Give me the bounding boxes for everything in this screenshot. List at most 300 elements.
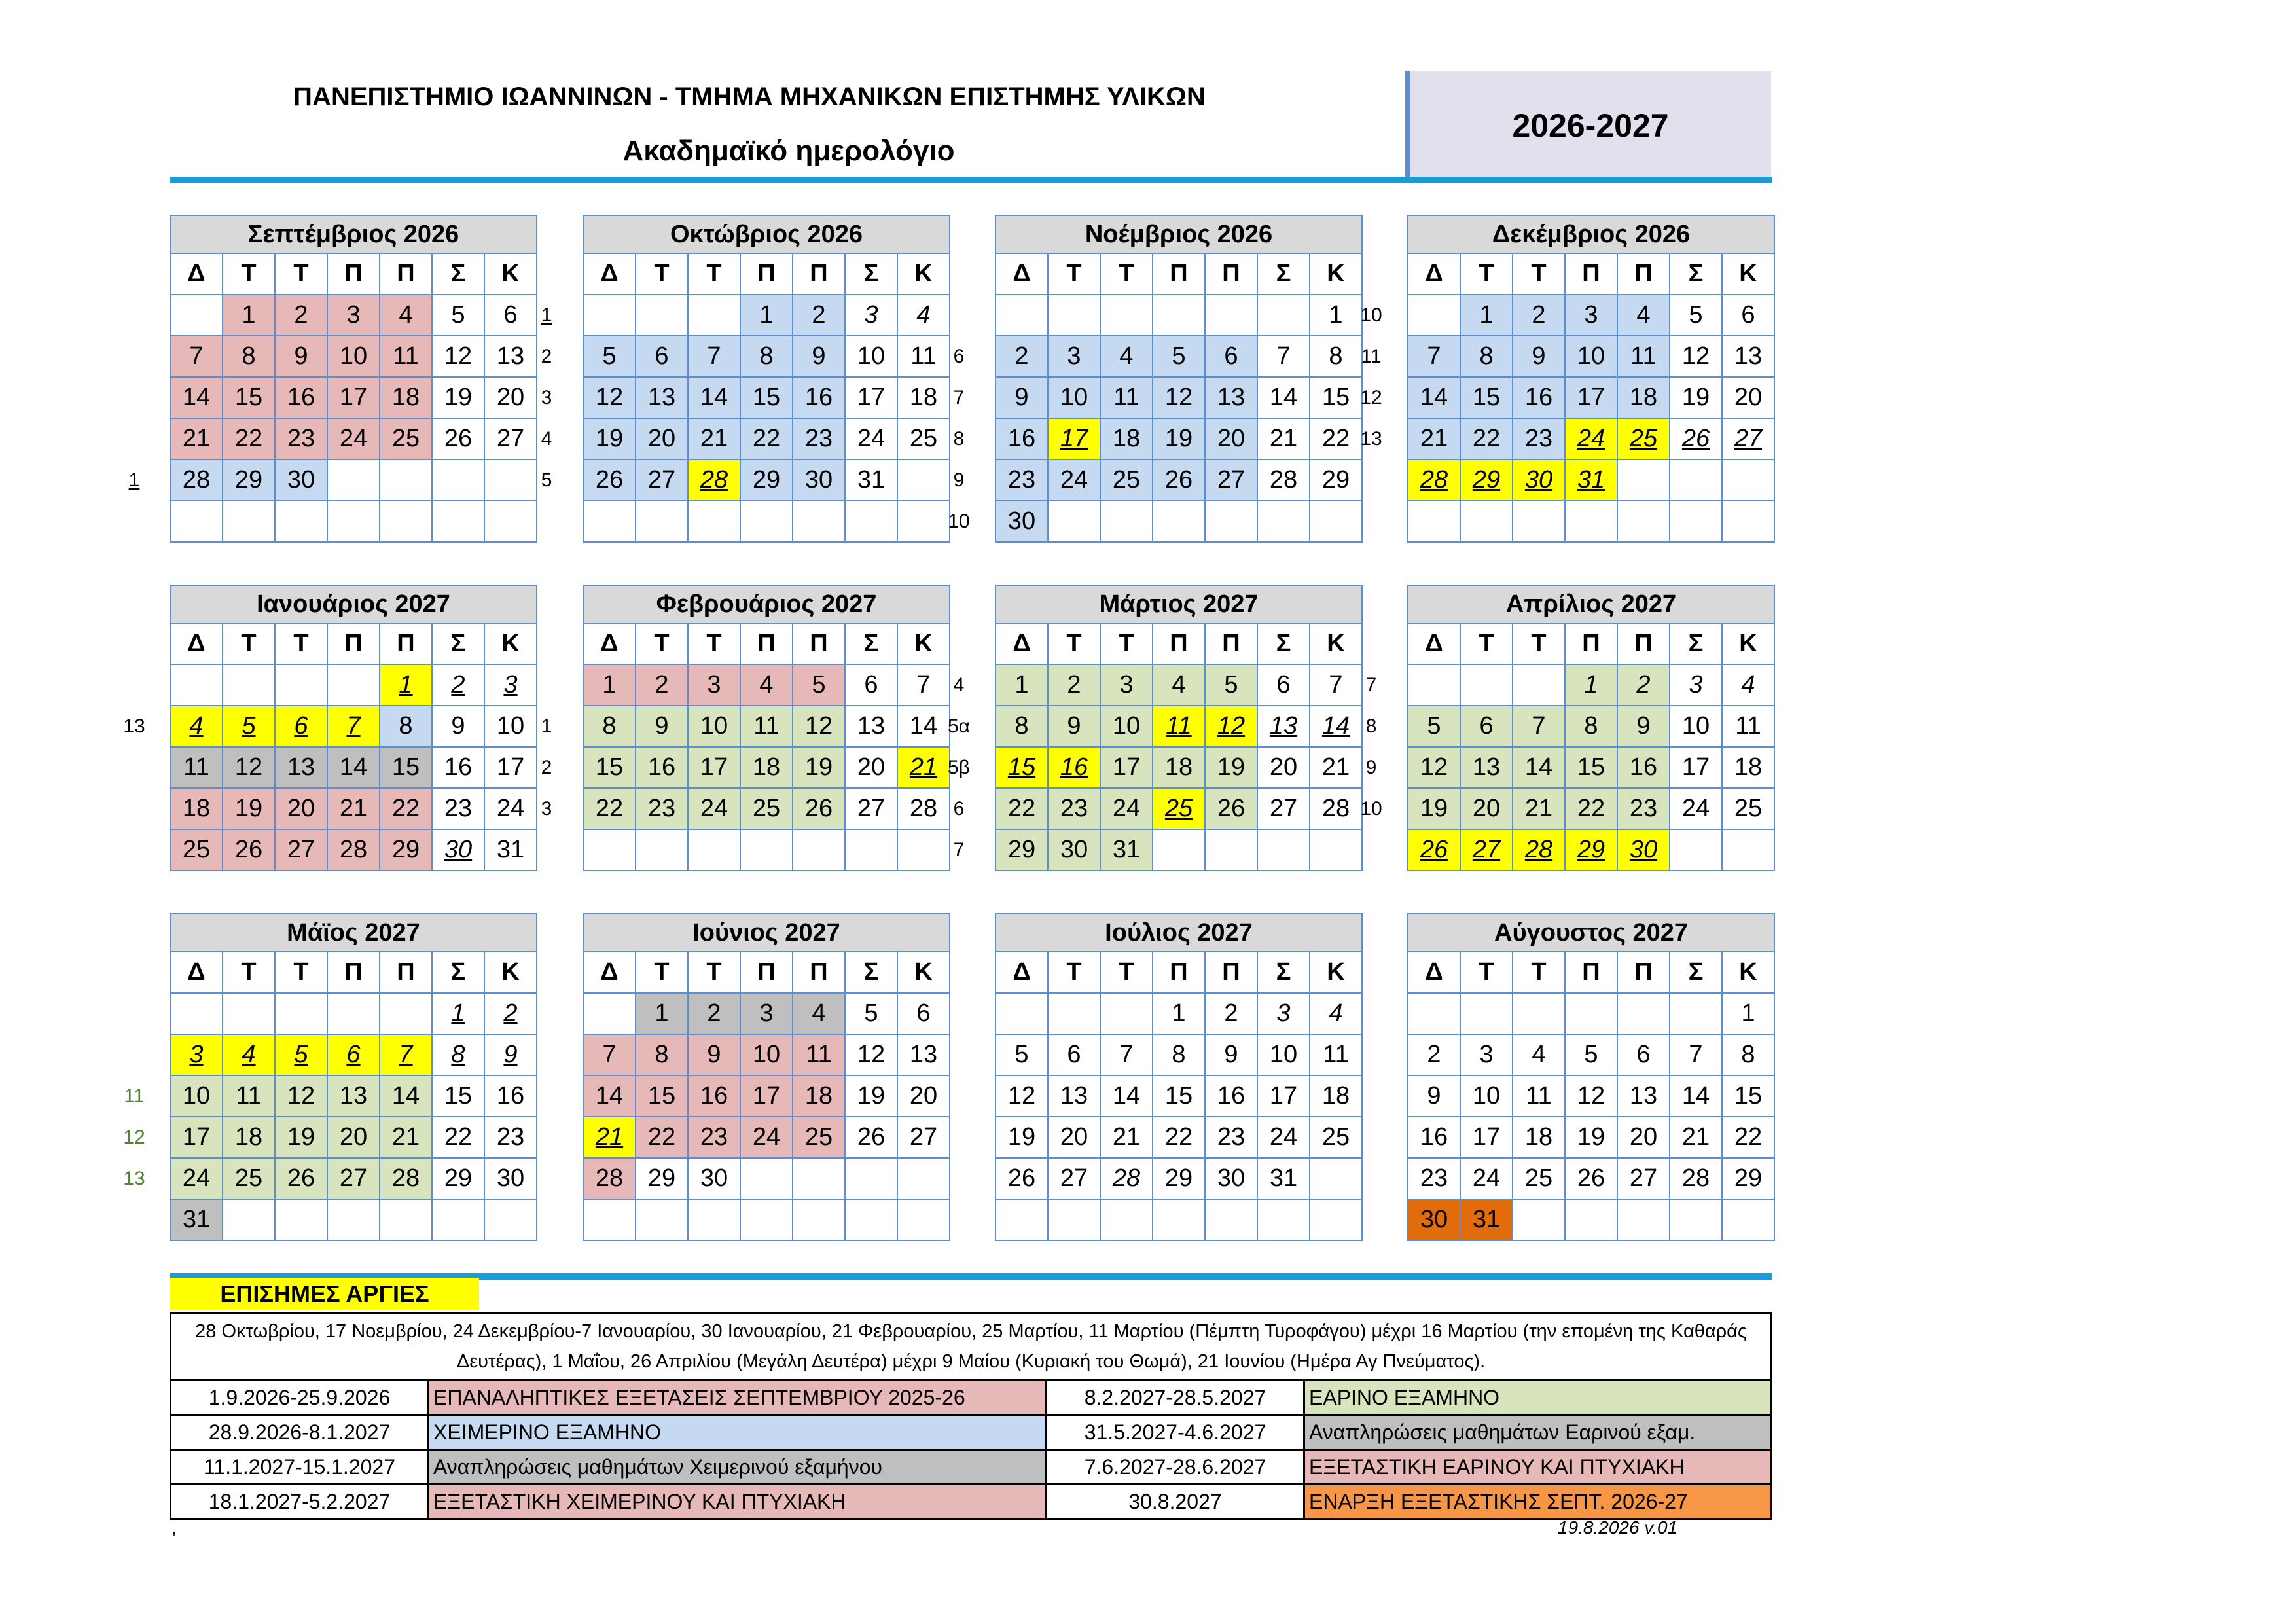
day-header: Τ <box>223 253 275 295</box>
day-cell <box>223 993 275 1034</box>
day-cell <box>1722 1199 1774 1240</box>
holidays-title: ΕΠΙΣΗΜΕΣ ΑΡΓΙΕΣ <box>170 1278 479 1310</box>
day-header: Π <box>793 952 845 993</box>
day-cell: 6 <box>845 664 897 706</box>
day-cell: 7 <box>583 1034 636 1075</box>
month-title: Φεβρουάριος 2027 <box>583 585 950 623</box>
day-cell: 20 <box>1617 1117 1670 1158</box>
day-cell: 6 <box>327 1034 380 1075</box>
day-header: Σ <box>1670 253 1722 295</box>
day-cell: 16 <box>1617 747 1670 788</box>
day-cell: 22 <box>1460 418 1513 460</box>
day-cell <box>1310 1199 1362 1240</box>
day-header: Τ <box>275 253 327 295</box>
day-cell <box>170 664 223 706</box>
day-cell: 12 <box>583 377 636 418</box>
day-cell <box>275 664 327 706</box>
day-cell <box>223 501 275 542</box>
legend-label: ΕΝΑΡΞΗ ΕΞΕΤΑΣΤΙΚΗΣ ΣΕΠΤ. 2026-27 <box>1304 1485 1772 1519</box>
day-header: Π <box>740 952 793 993</box>
day-cell: 21 <box>1513 788 1565 829</box>
day-cell: 25 <box>170 829 223 871</box>
month-title: Αύγουστος 2027 <box>1408 914 1774 952</box>
day-cell <box>636 501 688 542</box>
day-cell: 17 <box>327 377 380 418</box>
week-number: 11 <box>1361 346 1382 367</box>
day-cell <box>793 829 845 871</box>
day-cell: 12 <box>1153 377 1205 418</box>
week-number: 7 <box>953 839 965 861</box>
day-cell: 4 <box>793 993 845 1034</box>
day-cell <box>1513 993 1565 1034</box>
day-cell: 31 <box>845 460 897 501</box>
day-cell: 26 <box>275 1158 327 1199</box>
week-number: 13 <box>123 715 145 737</box>
legend-date: 28.9.2026-8.1.2027 <box>171 1415 429 1450</box>
day-cell <box>1617 1199 1670 1240</box>
day-cell: 28 <box>1257 460 1310 501</box>
day-cell <box>1153 829 1205 871</box>
day-cell: 15 <box>223 377 275 418</box>
day-cell <box>688 295 740 336</box>
day-cell: 14 <box>1408 377 1460 418</box>
day-cell: 3 <box>1257 993 1310 1034</box>
day-cell <box>275 501 327 542</box>
day-cell: 19 <box>1408 788 1460 829</box>
day-cell: 20 <box>845 747 897 788</box>
day-header: Σ <box>1257 253 1310 295</box>
day-cell: 7 <box>1408 336 1460 377</box>
day-cell: 23 <box>793 418 845 460</box>
day-cell <box>1408 295 1460 336</box>
day-cell: 31 <box>1460 1199 1513 1240</box>
day-cell: 25 <box>793 1117 845 1158</box>
day-cell: 6 <box>484 295 537 336</box>
day-cell: 8 <box>996 706 1048 747</box>
month-title: Ιανουάριος 2027 <box>170 585 537 623</box>
day-cell: 22 <box>996 788 1048 829</box>
day-header: Τ <box>1100 952 1153 993</box>
month-title: Νοέμβριος 2026 <box>996 215 1362 253</box>
day-cell: 19 <box>1153 418 1205 460</box>
day-cell: 13 <box>1617 1075 1670 1117</box>
day-cell: 1 <box>583 664 636 706</box>
day-cell: 27 <box>1048 1158 1100 1199</box>
day-cell: 9 <box>636 706 688 747</box>
day-header: Τ <box>1048 623 1100 664</box>
day-header: Τ <box>688 623 740 664</box>
day-cell <box>327 501 380 542</box>
day-header: Τ <box>1513 253 1565 295</box>
day-cell: 27 <box>1257 788 1310 829</box>
day-cell: 8 <box>740 336 793 377</box>
day-header: Κ <box>484 253 537 295</box>
week-number: 9 <box>1365 757 1377 778</box>
day-cell: 13 <box>1048 1075 1100 1117</box>
day-cell: 26 <box>1153 460 1205 501</box>
day-cell: 1 <box>223 295 275 336</box>
month-calendar <box>170 585 537 871</box>
day-cell: 11 <box>380 336 432 377</box>
day-cell: 4 <box>1722 664 1774 706</box>
day-cell: 2 <box>793 295 845 336</box>
legend-label: Αναπληρώσεις μαθημάτων Χειμερινού εξαμήνου <box>429 1450 1047 1485</box>
day-cell: 11 <box>740 706 793 747</box>
day-header: Τ <box>223 952 275 993</box>
day-cell: 7 <box>688 336 740 377</box>
week-number: 2 <box>541 346 552 367</box>
day-cell: 3 <box>1048 336 1100 377</box>
day-cell: 6 <box>1257 664 1310 706</box>
day-cell <box>1513 501 1565 542</box>
day-cell: 14 <box>1310 706 1362 747</box>
day-cell: 15 <box>740 377 793 418</box>
day-cell: 1 <box>380 664 432 706</box>
day-header: Τ <box>275 623 327 664</box>
day-cell: 26 <box>432 418 484 460</box>
day-cell: 22 <box>432 1117 484 1158</box>
day-cell: 27 <box>845 788 897 829</box>
day-header: Π <box>1565 253 1617 295</box>
day-cell: 5 <box>1670 295 1722 336</box>
month-calendar <box>583 215 950 543</box>
day-cell: 9 <box>793 336 845 377</box>
day-cell: 24 <box>484 788 537 829</box>
day-cell: 18 <box>1722 747 1774 788</box>
month-calendar <box>1407 585 1775 871</box>
day-cell: 22 <box>1153 1117 1205 1158</box>
day-cell <box>432 460 484 501</box>
day-cell: 24 <box>1257 1117 1310 1158</box>
day-cell: 1 <box>1310 295 1362 336</box>
day-header: Δ <box>170 952 223 993</box>
day-cell <box>688 1199 740 1240</box>
day-cell: 8 <box>636 1034 688 1075</box>
day-header: Σ <box>432 253 484 295</box>
day-cell: 3 <box>1100 664 1153 706</box>
day-cell <box>1257 295 1310 336</box>
day-cell: 13 <box>845 706 897 747</box>
legend-table <box>170 1312 1772 1520</box>
day-header: Τ <box>1048 952 1100 993</box>
day-header: Κ <box>1310 952 1362 993</box>
top-divider <box>170 177 1772 183</box>
day-cell: 18 <box>1617 377 1670 418</box>
day-cell: 22 <box>1310 418 1362 460</box>
week-number: 6 <box>953 346 965 367</box>
day-cell: 30 <box>432 829 484 871</box>
day-cell <box>1722 829 1774 871</box>
day-cell <box>1722 460 1774 501</box>
day-cell: 8 <box>1310 336 1362 377</box>
month-calendar <box>1407 215 1775 543</box>
day-cell: 31 <box>1100 829 1153 871</box>
day-cell <box>897 1158 950 1199</box>
day-cell: 17 <box>1048 418 1100 460</box>
day-cell: 19 <box>793 747 845 788</box>
day-cell <box>636 829 688 871</box>
day-header: Σ <box>1257 623 1310 664</box>
legend-date: 11.1.2027-15.1.2027 <box>171 1450 429 1485</box>
day-cell: 13 <box>1257 706 1310 747</box>
legend-date: 7.6.2027-28.6.2027 <box>1047 1450 1304 1485</box>
day-cell: 23 <box>636 788 688 829</box>
day-cell <box>793 1199 845 1240</box>
day-cell <box>1048 501 1100 542</box>
day-cell: 9 <box>1408 1075 1460 1117</box>
day-header: Π <box>380 952 432 993</box>
day-cell: 27 <box>1617 1158 1670 1199</box>
day-cell: 11 <box>170 747 223 788</box>
week-number: 9 <box>953 469 965 491</box>
day-cell: 13 <box>636 377 688 418</box>
day-cell <box>1408 993 1460 1034</box>
day-cell: 18 <box>170 788 223 829</box>
day-cell: 6 <box>1460 706 1513 747</box>
day-cell: 26 <box>1408 829 1460 871</box>
day-cell: 18 <box>1310 1075 1362 1117</box>
day-cell <box>275 993 327 1034</box>
day-header: Τ <box>1460 623 1513 664</box>
day-cell: 2 <box>636 664 688 706</box>
day-cell: 6 <box>1722 295 1774 336</box>
day-cell <box>793 1158 845 1199</box>
week-number: 10 <box>1360 798 1382 820</box>
week-number: 5 <box>541 469 552 491</box>
day-cell <box>1257 501 1310 542</box>
day-cell: 17 <box>1257 1075 1310 1117</box>
month-calendar <box>1407 913 1775 1241</box>
day-cell: 6 <box>636 336 688 377</box>
day-cell: 18 <box>740 747 793 788</box>
day-cell: 20 <box>484 377 537 418</box>
day-cell: 27 <box>636 460 688 501</box>
day-cell: 9 <box>432 706 484 747</box>
day-cell: 1 <box>1722 993 1774 1034</box>
day-header: Τ <box>688 952 740 993</box>
day-cell: 14 <box>1513 747 1565 788</box>
day-cell: 28 <box>380 1158 432 1199</box>
day-cell: 22 <box>380 788 432 829</box>
day-cell: 29 <box>1722 1158 1774 1199</box>
day-cell: 8 <box>1565 706 1617 747</box>
day-cell: 25 <box>1617 418 1670 460</box>
day-cell: 29 <box>1460 460 1513 501</box>
day-cell: 15 <box>1310 377 1362 418</box>
day-cell: 22 <box>1565 788 1617 829</box>
day-cell: 7 <box>380 1034 432 1075</box>
day-cell: 28 <box>327 829 380 871</box>
day-cell: 14 <box>170 377 223 418</box>
day-cell: 13 <box>1722 336 1774 377</box>
week-number: 3 <box>541 387 552 408</box>
day-cell <box>484 1199 537 1240</box>
day-cell <box>688 829 740 871</box>
day-cell: 21 <box>897 747 950 788</box>
day-cell: 24 <box>1048 460 1100 501</box>
day-cell: 12 <box>223 747 275 788</box>
day-cell: 22 <box>1722 1117 1774 1158</box>
day-cell: 5 <box>1408 706 1460 747</box>
month-title: Οκτώβριος 2026 <box>583 215 950 253</box>
day-header: Κ <box>1310 623 1362 664</box>
day-header: Π <box>793 623 845 664</box>
day-cell: 1 <box>1565 664 1617 706</box>
month-title: Μάρτιος 2027 <box>996 585 1362 623</box>
day-header: Τ <box>1513 623 1565 664</box>
day-cell: 14 <box>583 1075 636 1117</box>
day-cell <box>1670 460 1722 501</box>
day-header: Π <box>740 253 793 295</box>
day-cell: 7 <box>897 664 950 706</box>
day-cell: 30 <box>1408 1199 1460 1240</box>
day-cell <box>636 295 688 336</box>
day-cell: 19 <box>275 1117 327 1158</box>
legend-date: 8.2.2027-28.5.2027 <box>1047 1380 1304 1415</box>
day-cell <box>845 1158 897 1199</box>
day-cell: 26 <box>1565 1158 1617 1199</box>
day-cell: 5 <box>996 1034 1048 1075</box>
day-cell: 10 <box>688 706 740 747</box>
day-cell <box>380 501 432 542</box>
week-number: 4 <box>953 674 965 696</box>
week-number: 1 <box>541 715 552 737</box>
week-number: 13 <box>1360 428 1382 450</box>
day-header: Π <box>1565 623 1617 664</box>
day-cell: 7 <box>170 336 223 377</box>
day-cell: 17 <box>1460 1117 1513 1158</box>
day-cell: 23 <box>432 788 484 829</box>
day-cell: 30 <box>793 460 845 501</box>
day-cell <box>1257 1199 1310 1240</box>
day-cell: 11 <box>1310 1034 1362 1075</box>
month-title: Σεπτέμβριος 2026 <box>170 215 537 253</box>
day-cell: 23 <box>1205 1117 1257 1158</box>
day-cell: 30 <box>1617 829 1670 871</box>
day-cell: 20 <box>1048 1117 1100 1158</box>
day-header: Τ <box>1100 253 1153 295</box>
month-calendar <box>995 913 1363 1241</box>
day-header: Δ <box>1408 253 1460 295</box>
day-header: Τ <box>223 623 275 664</box>
day-cell: 17 <box>484 747 537 788</box>
day-cell: 24 <box>845 418 897 460</box>
day-cell <box>1565 501 1617 542</box>
day-cell: 8 <box>1153 1034 1205 1075</box>
day-cell <box>1460 664 1513 706</box>
month-title: Μάϊος 2027 <box>170 914 537 952</box>
day-cell: 30 <box>484 1158 537 1199</box>
day-header: Π <box>1565 952 1617 993</box>
day-cell <box>170 501 223 542</box>
day-cell: 28 <box>1670 1158 1722 1199</box>
day-cell: 5 <box>793 664 845 706</box>
day-cell <box>1722 501 1774 542</box>
day-cell: 10 <box>1257 1034 1310 1075</box>
day-cell: 15 <box>1565 747 1617 788</box>
day-cell: 1 <box>1460 295 1513 336</box>
day-cell: 19 <box>996 1117 1048 1158</box>
day-cell <box>1408 501 1460 542</box>
day-cell: 20 <box>1722 377 1774 418</box>
day-cell: 5 <box>1153 336 1205 377</box>
day-cell: 30 <box>1205 1158 1257 1199</box>
day-cell: 5 <box>1565 1034 1617 1075</box>
day-cell: 14 <box>380 1075 432 1117</box>
day-header: Κ <box>1310 253 1362 295</box>
day-header: Δ <box>583 253 636 295</box>
day-cell: 20 <box>1257 747 1310 788</box>
day-cell: 4 <box>740 664 793 706</box>
day-cell: 12 <box>275 1075 327 1117</box>
day-cell <box>793 501 845 542</box>
stray-comma: , <box>171 1517 177 1538</box>
day-cell <box>1513 1199 1565 1240</box>
day-cell: 20 <box>897 1075 950 1117</box>
day-cell: 28 <box>1408 460 1460 501</box>
day-cell <box>845 501 897 542</box>
week-number: 7 <box>953 387 965 408</box>
day-cell: 4 <box>1100 336 1153 377</box>
day-cell <box>327 1199 380 1240</box>
day-cell: 25 <box>1153 788 1205 829</box>
day-cell: 19 <box>845 1075 897 1117</box>
day-cell <box>740 1158 793 1199</box>
day-cell: 21 <box>1408 418 1460 460</box>
month-title: Δεκέμβριος 2026 <box>1408 215 1774 253</box>
day-cell: 21 <box>1257 418 1310 460</box>
day-cell: 14 <box>688 377 740 418</box>
day-cell: 29 <box>1310 460 1362 501</box>
day-cell: 13 <box>275 747 327 788</box>
week-number: 12 <box>1360 387 1382 408</box>
day-cell: 15 <box>432 1075 484 1117</box>
day-cell: 28 <box>583 1158 636 1199</box>
day-cell: 23 <box>1617 788 1670 829</box>
day-cell: 31 <box>170 1199 223 1240</box>
month-title: Ιούλιος 2027 <box>996 914 1362 952</box>
day-cell: 24 <box>170 1158 223 1199</box>
day-cell <box>740 1199 793 1240</box>
day-cell: 17 <box>688 747 740 788</box>
day-cell: 30 <box>275 460 327 501</box>
day-cell <box>327 460 380 501</box>
day-cell: 20 <box>327 1117 380 1158</box>
day-cell: 3 <box>688 664 740 706</box>
legend-date: 31.5.2027-4.6.2027 <box>1047 1415 1304 1450</box>
day-cell: 7 <box>1257 336 1310 377</box>
day-cell: 25 <box>740 788 793 829</box>
week-number: 7 <box>1365 674 1377 696</box>
day-cell: 6 <box>1048 1034 1100 1075</box>
week-number: 3 <box>541 798 552 820</box>
day-cell <box>1100 295 1153 336</box>
day-cell: 4 <box>170 706 223 747</box>
day-header: Κ <box>1722 253 1774 295</box>
day-header: Δ <box>583 952 636 993</box>
day-cell: 2 <box>1617 664 1670 706</box>
day-cell: 27 <box>1722 418 1774 460</box>
day-cell: 4 <box>380 295 432 336</box>
day-cell: 6 <box>275 706 327 747</box>
legend-date: 30.8.2027 <box>1047 1485 1304 1519</box>
day-cell: 11 <box>1100 377 1153 418</box>
day-cell: 29 <box>740 460 793 501</box>
day-cell: 27 <box>484 418 537 460</box>
day-header: Σ <box>845 623 897 664</box>
day-cell: 25 <box>1310 1117 1362 1158</box>
day-cell: 21 <box>170 418 223 460</box>
